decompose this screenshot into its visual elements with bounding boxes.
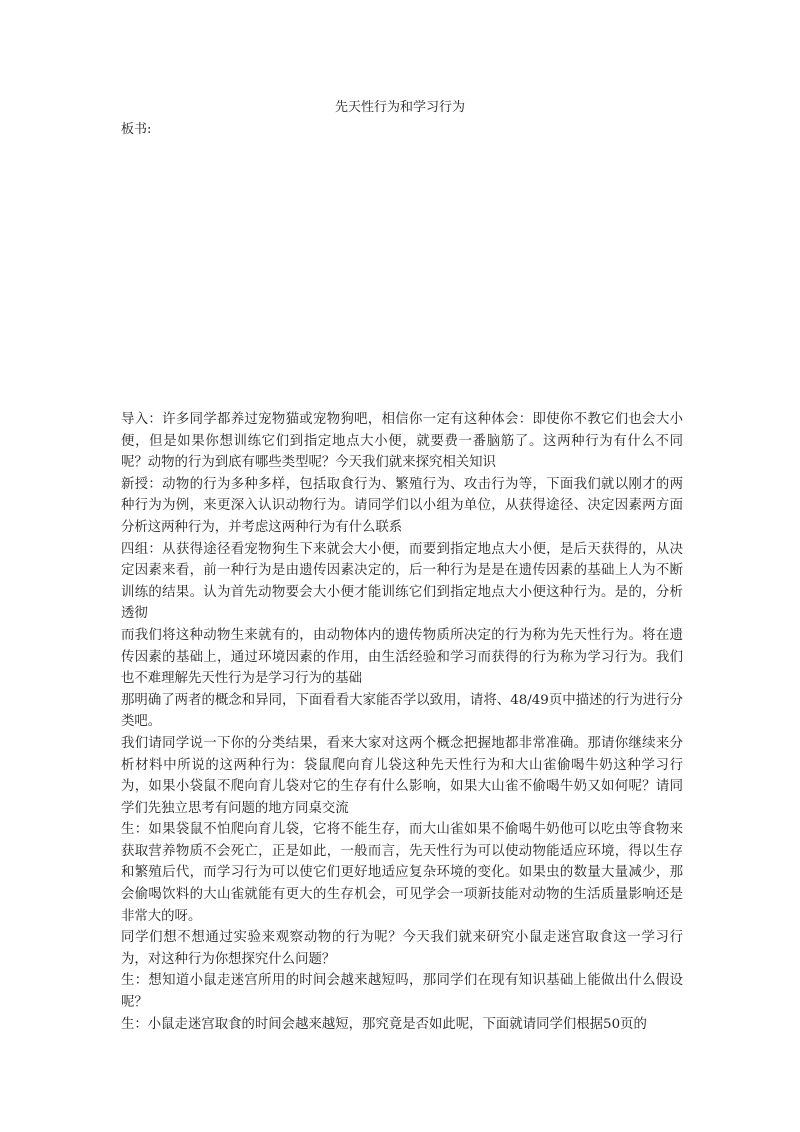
paragraph-classify: 那明确了两者的概念和异同，下面看看大家能否学以致用，请将、48/49页中描述的行为进行分类吧。	[121, 692, 683, 730]
paragraph-hypothesis: 生：小鼠走迷宫取食的时间会越来越短，那究竟是否如此呢，下面就请同学们根据50页的	[121, 1016, 647, 1032]
paragraph-intro: 导入：许多同学都养过宠物猫或宠物狗吧，相信你一定有这种体会：即使你不教它们也会大小便，但是如果你想训练它们到指定地点大小便，就要费一番脑筋了。这两种行为有什么不同呢？动物的行为到底有哪些类型呢？今天我们就来探究相关知识	[121, 412, 683, 471]
paragraph-new-lesson: 新授：动物的行为多种多样，包括取食行为、繁殖行为、攻击行为等，下面我们就以刚才的两种行为为例，来更深入认识动物行为。请同学们以小组为单位，从获得途径、决定因素两方面分析这两种行为，并考虑这两种行为有什么联系	[121, 476, 683, 535]
paragraph-definitions: 而我们将这种动物生来就有的，由动物体内的遗传物质所决定的行为称为先天性行为。将在遗传因素的基础上，通过环境因素的作用，由生活经验和学习而获得的行为称为学习行为。我们也不难理解先天性行为是学习行为的基础	[121, 627, 683, 687]
document-body	[121, 409, 683, 1035]
paragraph-group-four: 四组：从获得途径看宠物狗生下来就会大小便，而要到指定地点大小便，是后天获得的，从决定因素来看，前一种行为是由遗传因素决定的，后一种行为是是在遗传因素的基础上人为不断训练的结果。认为首先动物要会大小便才能训练它们到指定地点大小便这种行为。是的，分析透彻	[121, 541, 683, 622]
paragraph-hypothesis-question: 生：想知道小鼠走迷宫所用的时间会越来越短吗，那同学们在现有知识基础上能做出什么假设呢？	[121, 973, 683, 1011]
paragraph-experiment: 同学们想不想通过实验来观察动物的行为呢？今天我们就来研究小鼠走迷宫取食这一学习行为，对这种行为你想探究什么问题？	[121, 930, 683, 967]
board-label: 板书:	[121, 122, 152, 137]
paragraph-analysis: 我们请同学说一下你的分类结果，看来大家对这两个概念把握地都非常准确。那请你继续来分析材料中所说的这两种行为：袋鼠爬向育儿袋这种先天性行为和大山雀偷喝牛奶这种学习行为，如果小袋鼠不爬向育儿袋对它的生存有什么影响，如果大山雀不偷喝牛奶又如何呢？请同学们先独立思考有问题的地方同桌交流	[121, 735, 683, 816]
document-title: 先天性行为和学习行为	[334, 100, 465, 115]
paragraph-student-answer: 生：如果袋鼠不怕爬向育儿袋，它将不能生存，而大山雀如果不偷喝牛奶他可以吃虫等食物来获取营养物质不会死亡，正是如此，一般而言，先天性行为可以使动物能适应环境，得以生存和繁殖后代，而学习行为可以使它们更好地适应复杂环境的变化。如果虫的数量大量减少，那会偷喝饮料的大山雀就能有更大的生存机会，可见学会一项新技能对动物的生活质量影响还是非常大的呀。	[121, 822, 683, 924]
